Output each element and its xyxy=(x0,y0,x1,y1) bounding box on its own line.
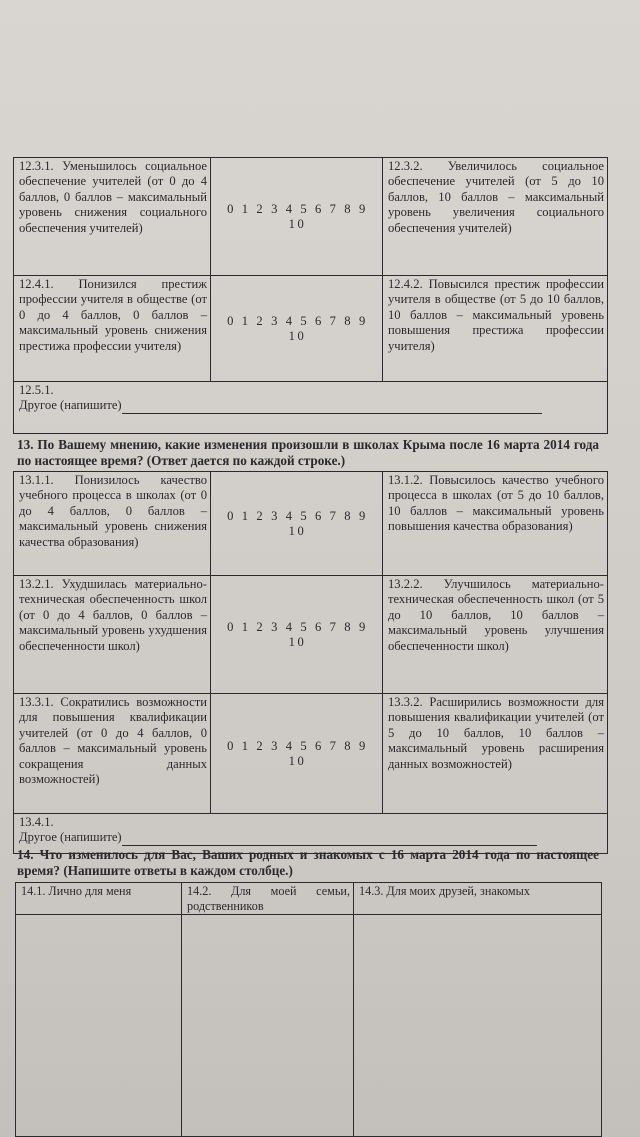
table-row xyxy=(16,915,602,1137)
question-13-title: 13. По Вашему мнению, какие изменения произошли в школах Крыма после 16 марта 2014 года по настоящее время? (Ответ дается по каждой строке.) xyxy=(17,437,599,468)
option-13-2-2: 13.2.2. Улучшилось материально-техническая обеспеченность школ (от 5 до 10 баллов, 10 баллов – максимальный уровень улучшения обеспеченности школ) xyxy=(383,576,608,694)
table-section-13 xyxy=(13,471,608,854)
other-label: Другое (напишите) xyxy=(19,398,122,413)
table-row xyxy=(14,158,608,276)
rating-scale-13-1[interactable]: 0 1 2 3 4 5 6 7 8 9 10 xyxy=(211,472,383,576)
answer-cell-friends[interactable] xyxy=(354,915,602,1137)
question-14-title: 14. Что изменилось для Вас, Ваших родных и знакомых с 16 марта 2014 года по настоящее время? (Напишите ответы в каждом столбце.) xyxy=(17,847,599,878)
other-field-13[interactable] xyxy=(19,830,604,845)
table-row xyxy=(14,694,608,814)
option-13-3-1: 13.3.1. Сократились возможности для повышения квалификации учителей (от 0 до 4 баллов, 0 баллов – максимальный уровень сокращения данных возможностей) xyxy=(14,694,211,814)
option-13-1-1: 13.1.1. Понизилось качество учебного процесса в школах (от 0 до 4 баллов, 0 баллов – максимальный уровень снижения качества образования) xyxy=(14,472,211,576)
option-13-3-2: 13.3.2. Расширились возможности для повышения квалификации учителей (от 5 до 10 баллов, 10 баллов – максимальный уровень расширения данных возможностей) xyxy=(383,694,608,814)
answer-line[interactable] xyxy=(122,833,537,846)
table-row xyxy=(14,276,608,382)
option-12-3-2: 12.3.2. Увеличилось социальное обеспечение учителей (от 5 до 10 баллов, 10 баллов – максимальный уровень увеличения социального обеспечения учителей) xyxy=(383,158,608,276)
table-row xyxy=(14,472,608,576)
option-13-1-2: 13.1.2. Повысилось качество учебного процесса в школах (от 5 до 10 баллов, 10 баллов – максимальный уровень повышения качества образования) xyxy=(383,472,608,576)
answer-cell-personal[interactable] xyxy=(16,915,182,1137)
rating-scale-12-3[interactable]: 0 1 2 3 4 5 6 7 8 9 10 xyxy=(211,158,383,276)
option-13-2-1: 13.2.1. Ухудшилась материально-техническая обеспеченность школ (от 0 до 4 баллов, 0 баллов – максимальный уровень ухудшения обеспеченности школ) xyxy=(14,576,211,694)
rating-scale-13-2[interactable]: 0 1 2 3 4 5 6 7 8 9 10 xyxy=(211,576,383,694)
other-number: 12.5.1. xyxy=(19,383,54,397)
column-header-personal: 14.1. Лично для меня xyxy=(16,883,182,915)
table-row xyxy=(14,382,608,434)
table-section-12 xyxy=(13,157,608,434)
answer-cell-family[interactable] xyxy=(182,915,354,1137)
other-field-12[interactable] xyxy=(19,398,604,413)
option-12-4-2: 12.4.2. Повысился престиж профессии учителя в обществе (от 5 до 10 баллов, 10 баллов – максимальный уровень повышения престижа профессии учителя) xyxy=(383,276,608,382)
other-row-12-5-1 xyxy=(14,382,608,434)
answer-line[interactable] xyxy=(122,401,542,414)
other-label: Другое (напишите) xyxy=(19,830,122,845)
table-row xyxy=(14,576,608,694)
rating-scale-12-4[interactable]: 0 1 2 3 4 5 6 7 8 9 10 xyxy=(211,276,383,382)
column-header-family: 14.2. Для моей семьи, родственников xyxy=(182,883,354,915)
option-12-4-1: 12.4.1. Понизился престиж профессии учителя в обществе (от 0 до 4 баллов, 0 баллов – максимальный уровень снижения престижа профессии учителя) xyxy=(14,276,211,382)
column-header-friends: 14.3. Для моих друзей, знакомых xyxy=(354,883,602,915)
other-number: 13.4.1. xyxy=(19,815,54,829)
table-header-row xyxy=(16,883,602,915)
table-section-14 xyxy=(15,882,602,1137)
rating-scale-13-3[interactable]: 0 1 2 3 4 5 6 7 8 9 10 xyxy=(211,694,383,814)
option-12-3-1: 12.3.1. Уменьшилось социальное обеспечение учителей (от 0 до 4 баллов, 0 баллов – максимальный уровень снижения социального обеспечения учителей) xyxy=(14,158,211,276)
